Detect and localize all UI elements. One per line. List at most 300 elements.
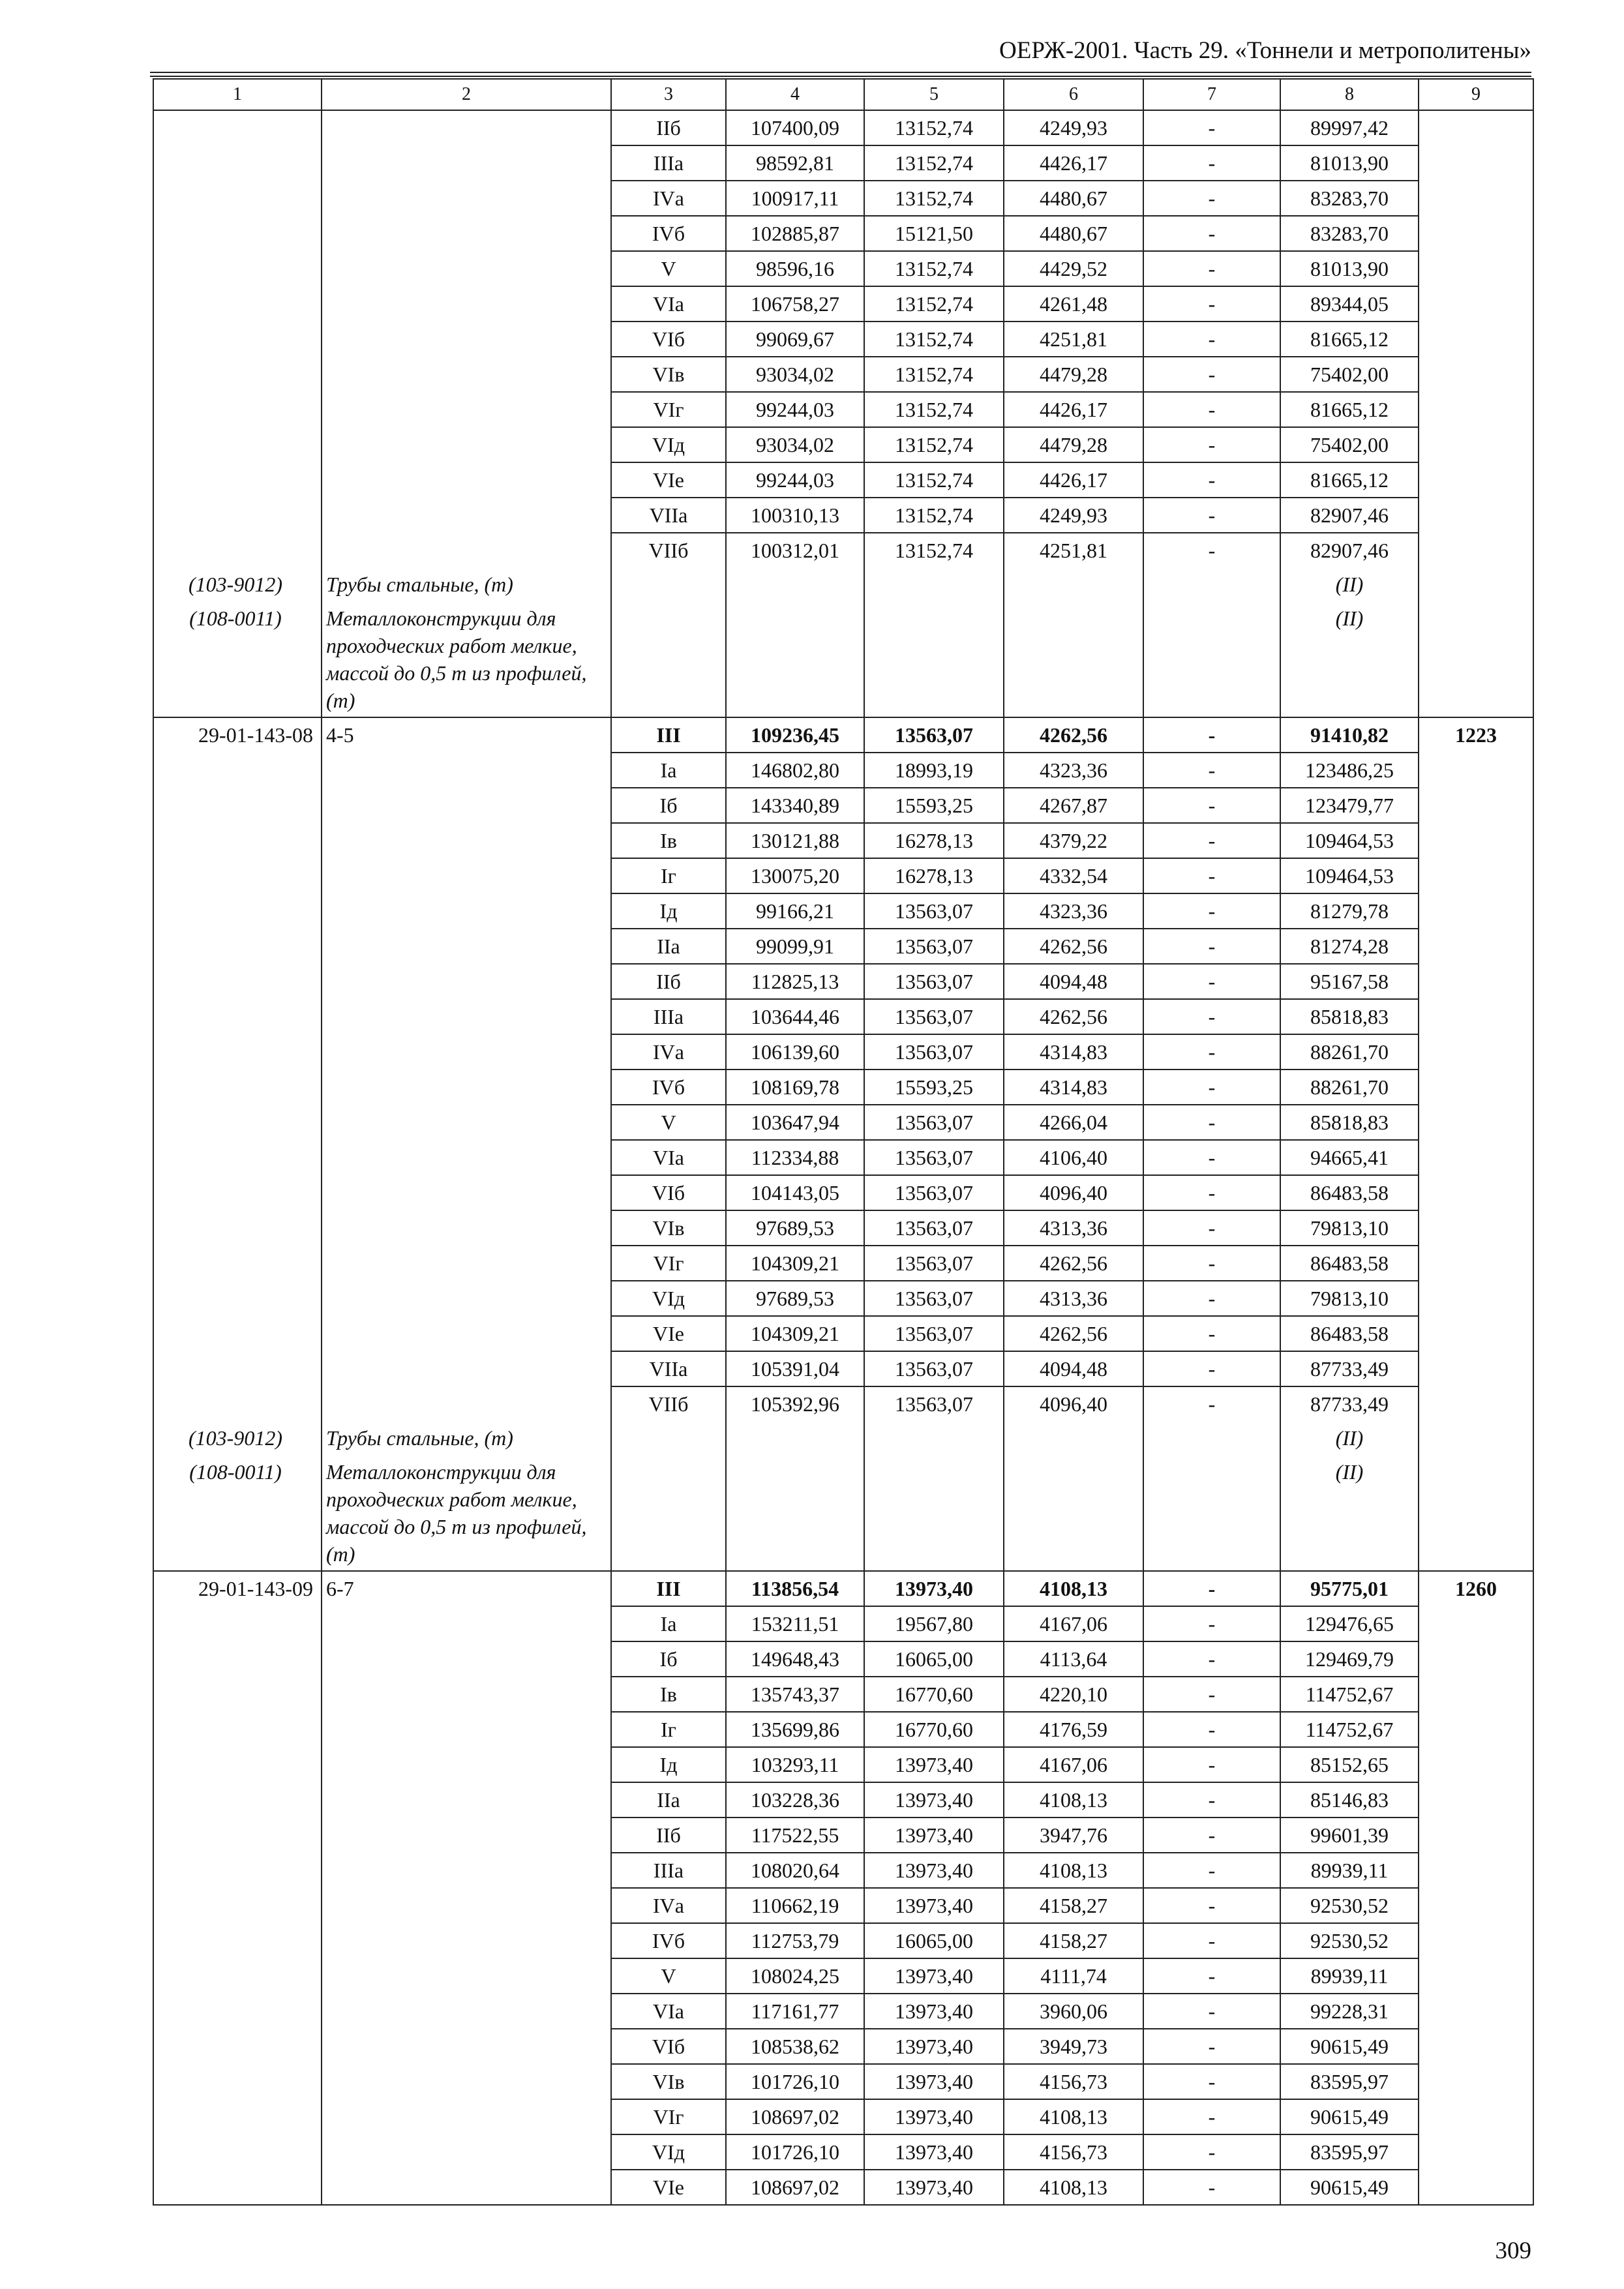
table-cell-c8: 92530,52: [1280, 1923, 1419, 1958]
table-cell-c4: 110662,19: [726, 1888, 864, 1923]
table-cell-c9: [1419, 1105, 1533, 1140]
table-cell-c8: 87733,49: [1280, 1386, 1419, 1421]
table-cell-c7: -: [1143, 823, 1280, 858]
table-cell-c3: VIIб: [611, 533, 726, 567]
table-cell-c6: 4262,56: [1004, 929, 1143, 964]
table-cell-c5: 13563,07: [864, 964, 1004, 999]
table-cell-c7: -: [1143, 286, 1280, 322]
table-row: [153, 1641, 1533, 1677]
table-cell-c9: [1419, 2064, 1533, 2099]
table-cell-c9: [1419, 2134, 1533, 2170]
table-cell-c1: [153, 216, 322, 251]
table-cell-c1: [153, 322, 322, 357]
table-cell-c6: 4108,13: [1004, 2170, 1143, 2205]
table-cell-c7: -: [1143, 858, 1280, 893]
table-cell-c3: VIе: [611, 1316, 726, 1351]
table-cell-c4: 112825,13: [726, 964, 864, 999]
table-cell-c3: [611, 601, 726, 717]
table-cell-c1: [153, 286, 322, 322]
table-row: [153, 2099, 1533, 2134]
table-cell-c3: [611, 567, 726, 601]
table-cell-c4: 104143,05: [726, 1175, 864, 1210]
table-cell-c5: 13152,74: [864, 181, 1004, 216]
table-cell-c8: 81665,12: [1280, 322, 1419, 357]
table-row: [153, 1888, 1533, 1923]
table-cell-c2: Металлоконструкции для проходческих работ мелкие, массой до 0,5 т из профилей, (т): [322, 601, 611, 717]
table-cell-c2: [322, 929, 611, 964]
table-cell-c5: 13973,40: [864, 1888, 1004, 1923]
table-cell-c4: 101726,10: [726, 2134, 864, 2170]
table-cell-c2: [322, 181, 611, 216]
table-cell-c1: [153, 1782, 322, 1818]
table-cell-c9: [1419, 1606, 1533, 1641]
table-cell-c5: 13563,07: [864, 1246, 1004, 1281]
table-cell-c8: (II): [1280, 567, 1419, 601]
header-rule: [150, 72, 1531, 73]
table-cell-c8: 85818,83: [1280, 1105, 1419, 1140]
table-cell-c2: [322, 1923, 611, 1958]
table-cell-c1: [153, 999, 322, 1034]
table-cell-c3: IIIа: [611, 999, 726, 1034]
table-cell-c3: VIа: [611, 286, 726, 322]
table-cell-c9: [1419, 1070, 1533, 1105]
table-cell-c3: Iв: [611, 1677, 726, 1712]
table-cell-c9: [1419, 753, 1533, 788]
table-cell-c8: 81013,90: [1280, 145, 1419, 181]
table-cell-c7: -: [1143, 1818, 1280, 1853]
table-cell-c1: [153, 1853, 322, 1888]
table-cell-c3: VIв: [611, 357, 726, 392]
table-cell-c5: 13563,07: [864, 999, 1004, 1034]
table-cell-c2: [322, 788, 611, 823]
table-row: [153, 1994, 1533, 2029]
table-cell-c2: [322, 357, 611, 392]
table-cell-c3: VIIб: [611, 1386, 726, 1421]
table-cell-c4: 98596,16: [726, 251, 864, 286]
table-cell-c3: IVа: [611, 1888, 726, 1923]
table-row: [153, 1712, 1533, 1747]
table-cell-c2: [322, 1034, 611, 1070]
table-cell-c1: [153, 1818, 322, 1853]
table-cell-c8: 88261,70: [1280, 1034, 1419, 1070]
table-cell-c1: [153, 1888, 322, 1923]
table-cell-c7: -: [1143, 1958, 1280, 1994]
table-cell-c2: [322, 1386, 611, 1421]
table-cell-c5: 13973,40: [864, 2064, 1004, 2099]
table-cell-c4: 130121,88: [726, 823, 864, 858]
table-cell-c1: [153, 1281, 322, 1316]
table-cell-c7: -: [1143, 753, 1280, 788]
table-cell-c9: [1419, 498, 1533, 533]
table-cell-c8: 114752,67: [1280, 1712, 1419, 1747]
table-cell-c2: [322, 392, 611, 427]
table-cell-c1: [153, 2134, 322, 2170]
table-cell-c1: [153, 753, 322, 788]
table-cell-c7: -: [1143, 1281, 1280, 1316]
table-row: [153, 1923, 1533, 1958]
table-cell-c8: 99228,31: [1280, 1994, 1419, 2029]
table-cell-c3: VIв: [611, 2064, 726, 2099]
table-cell-c3: [611, 1421, 726, 1455]
table-row: [153, 1175, 1533, 1210]
table-cell-c4: 108024,25: [726, 1958, 864, 1994]
table-cell-c3: IIа: [611, 1782, 726, 1818]
table-cell-c4: 100917,11: [726, 181, 864, 216]
table-cell-c3: VIе: [611, 462, 726, 498]
table-cell-c5: 13152,74: [864, 533, 1004, 567]
table-row: [153, 1210, 1533, 1246]
table-cell-c8: 75402,00: [1280, 357, 1419, 392]
table-cell-c7: -: [1143, 1747, 1280, 1782]
header-rule-double: [150, 76, 1531, 77]
table-row: [153, 427, 1533, 462]
table-cell-c4: 102885,87: [726, 216, 864, 251]
table-cell-c6: 4106,40: [1004, 1140, 1143, 1175]
table-cell-c2: [322, 753, 611, 788]
table-cell-c4: 97689,53: [726, 1281, 864, 1316]
table-cell-c3: VIв: [611, 1210, 726, 1246]
table-cell-c2: [322, 1140, 611, 1175]
table-cell-c9: [1419, 1994, 1533, 2029]
table-cell-c1: [153, 498, 322, 533]
table-cell-c6: 4220,10: [1004, 1677, 1143, 1712]
table-cell-c7: -: [1143, 1677, 1280, 1712]
table-cell-c4: 107400,09: [726, 110, 864, 145]
table-cell-c4: 104309,21: [726, 1316, 864, 1351]
table-cell-c8: 89997,42: [1280, 110, 1419, 145]
table-cell-c2: [322, 1782, 611, 1818]
table-cell-c1: [153, 1641, 322, 1677]
table-cell-c7: -: [1143, 929, 1280, 964]
table-cell-c1: [153, 1606, 322, 1641]
table-cell-c7: -: [1143, 1210, 1280, 1246]
table-cell-c8: 94665,41: [1280, 1140, 1419, 1175]
table-cell-c6: 4113,64: [1004, 1641, 1143, 1677]
table-cell-c7: -: [1143, 498, 1280, 533]
table-cell-c5: 13152,74: [864, 392, 1004, 427]
table-cell-c9: [1419, 1888, 1533, 1923]
table-cell-c6: 4261,48: [1004, 286, 1143, 322]
table-cell-c9: [1419, 286, 1533, 322]
table-cell-c7: -: [1143, 964, 1280, 999]
table-cell-c8: 87733,49: [1280, 1351, 1419, 1386]
table-row: [153, 1677, 1533, 1712]
table-cell-c9: [1419, 788, 1533, 823]
table-cell-c4: 103647,94: [726, 1105, 864, 1140]
table-cell-c3: IVб: [611, 216, 726, 251]
table-cell-c5: 19567,80: [864, 1606, 1004, 1641]
table-cell-c6: 4167,06: [1004, 1606, 1143, 1641]
table-cell-c5: 13973,40: [864, 1818, 1004, 1853]
table-cell-c3: IIIа: [611, 1853, 726, 1888]
table-cell-c6: 4379,22: [1004, 823, 1143, 858]
table-cell-c4: [726, 601, 864, 717]
table-cell-c3: VIIа: [611, 498, 726, 533]
table-cell-c8: 81665,12: [1280, 392, 1419, 427]
table-cell-c4: 103644,46: [726, 999, 864, 1034]
table-cell-c8: 85146,83: [1280, 1782, 1419, 1818]
table-cell-c8: 86483,58: [1280, 1316, 1419, 1351]
table-cell-c9: [1419, 823, 1533, 858]
table-row: [153, 1571, 1533, 1606]
table-cell-c8: 83283,70: [1280, 181, 1419, 216]
table-cell-c9: [1419, 1140, 1533, 1175]
table-row: [153, 823, 1533, 858]
table-cell-c8: 86483,58: [1280, 1175, 1419, 1210]
table-cell-c4: 99166,21: [726, 893, 864, 929]
table-cell-c8: 91410,82: [1280, 717, 1419, 753]
table-cell-c1: [153, 1923, 322, 1958]
table-cell-c2: [322, 251, 611, 286]
table-cell-c8: 109464,53: [1280, 858, 1419, 893]
table-cell-c6: [1004, 1455, 1143, 1571]
table-row: [153, 717, 1533, 753]
table-cell-c8: 83595,97: [1280, 2134, 1419, 2170]
table-cell-c7: -: [1143, 1712, 1280, 1747]
table-cell-c4: 100312,01: [726, 533, 864, 567]
table-cell-c8: 95167,58: [1280, 964, 1419, 999]
table-cell-c1: [153, 1175, 322, 1210]
table-cell-c9: [1419, 1958, 1533, 1994]
table-cell-c4: 149648,43: [726, 1641, 864, 1677]
table-cell-c6: 4262,56: [1004, 999, 1143, 1034]
table-cell-c7: -: [1143, 110, 1280, 145]
table-cell-c6: 4262,56: [1004, 717, 1143, 753]
table-row: [153, 251, 1533, 286]
table-cell-c3: Iб: [611, 788, 726, 823]
table-cell-c4: 93034,02: [726, 357, 864, 392]
table-body: [153, 79, 1533, 2205]
table-cell-c1: [153, 2099, 322, 2134]
table-cell-c6: 4176,59: [1004, 1712, 1143, 1747]
table-row: [153, 1246, 1533, 1281]
table-cell-c3: VIе: [611, 2170, 726, 2205]
table-cell-c1: [153, 392, 322, 427]
table-cell-c5: 13973,40: [864, 1782, 1004, 1818]
table-cell-c5: 13152,74: [864, 322, 1004, 357]
table-cell-c4: 99099,91: [726, 929, 864, 964]
table-cell-c3: VIг: [611, 1246, 726, 1281]
table-cell-c5: [864, 567, 1004, 601]
table-cell-c3: Iг: [611, 858, 726, 893]
table-cell-c3: IVб: [611, 1923, 726, 1958]
table-cell-c7: -: [1143, 1140, 1280, 1175]
page-header-title: ОЕРЖ-2001. Часть 29. «Тоннели и метрополитены»: [999, 37, 1531, 64]
table-cell-c2: [322, 462, 611, 498]
table-cell-c6: 4158,27: [1004, 1923, 1143, 1958]
table-cell-c4: 98592,81: [726, 145, 864, 181]
table-cell-c5: 13152,74: [864, 357, 1004, 392]
table-cell-c3: [611, 1455, 726, 1571]
table-cell-c7: -: [1143, 999, 1280, 1034]
table-row: [153, 1606, 1533, 1641]
table-cell-c6: 4313,36: [1004, 1281, 1143, 1316]
table-cell-c3: VIб: [611, 2029, 726, 2064]
table-cell-c9: [1419, 2170, 1533, 2205]
table-cell-c5: [864, 601, 1004, 717]
table-cell-c6: 4094,48: [1004, 1351, 1143, 1386]
table-cell-c2: [322, 858, 611, 893]
table-cell-c8: 89344,05: [1280, 286, 1419, 322]
table-cell-c4: 117522,55: [726, 1818, 864, 1853]
table-cell-c6: 4156,73: [1004, 2134, 1143, 2170]
table-row: [153, 753, 1533, 788]
table-cell-c8: 99601,39: [1280, 1818, 1419, 1853]
table-cell-c6: 4426,17: [1004, 462, 1143, 498]
table-cell-c7: [1143, 567, 1280, 601]
table-cell-c7: -: [1143, 357, 1280, 392]
table-cell-c1: [153, 1140, 322, 1175]
table-cell-c5: 16065,00: [864, 1923, 1004, 1958]
table-cell-c8: 86483,58: [1280, 1246, 1419, 1281]
table-cell-c1: [153, 1958, 322, 1994]
table-cell-c4: 130075,20: [726, 858, 864, 893]
table-cell-c1: [153, 929, 322, 964]
table-cell-c9: [1419, 1210, 1533, 1246]
table-cell-c3: Iв: [611, 823, 726, 858]
table-cell-c7: -: [1143, 2134, 1280, 2170]
table-cell-c7: -: [1143, 1386, 1280, 1421]
table-cell-c2: [322, 1888, 611, 1923]
table-cell-c6: 4249,93: [1004, 110, 1143, 145]
table-cell-c5: 13563,07: [864, 893, 1004, 929]
table-row: [153, 1958, 1533, 1994]
table-cell-c1: [153, 251, 322, 286]
table-cell-c8: 92530,52: [1280, 1888, 1419, 1923]
table-row: [153, 357, 1533, 392]
table-cell-c2: [322, 1175, 611, 1210]
table-cell-c7: -: [1143, 392, 1280, 427]
table-cell-c7: -: [1143, 1853, 1280, 1888]
table-row: [153, 181, 1533, 216]
table-cell-c2: [322, 1641, 611, 1677]
table-row: [153, 2029, 1533, 2064]
table-cell-c2: [322, 286, 611, 322]
table-cell-c2: [322, 2170, 611, 2205]
table-cell-c4: 117161,77: [726, 1994, 864, 2029]
table-row: [153, 1140, 1533, 1175]
table-cell-c2: Трубы стальные, (т): [322, 1421, 611, 1455]
table-cell-c3: VIIа: [611, 1351, 726, 1386]
table-cell-c7: -: [1143, 1994, 1280, 2029]
table-cell-c4: 105391,04: [726, 1351, 864, 1386]
table-cell-c4: 108020,64: [726, 1853, 864, 1888]
table-cell-c2: 6-7: [322, 1571, 611, 1606]
table-cell-c2: [322, 1351, 611, 1386]
table-cell-c4: 106758,27: [726, 286, 864, 322]
table-cell-c7: -: [1143, 1641, 1280, 1677]
table-cell-c2: [322, 1316, 611, 1351]
table-cell-c7: -: [1143, 251, 1280, 286]
table-cell-c5: 13563,07: [864, 1034, 1004, 1070]
table-cell-c1: 29-01-143-09: [153, 1571, 322, 1606]
table-cell-c2: [322, 2064, 611, 2099]
table-row: [153, 2064, 1533, 2099]
table-cell-c3: VIд: [611, 2134, 726, 2170]
table-cell-c1: [153, 1070, 322, 1105]
table-cell-c6: 4479,28: [1004, 357, 1143, 392]
table-cell-c8: 85818,83: [1280, 999, 1419, 1034]
table-cell-c1: [153, 1994, 322, 2029]
table-row: [153, 1105, 1533, 1140]
table-cell-c9: 1223: [1419, 717, 1533, 753]
table-cell-c2: [322, 2134, 611, 2170]
table-cell-c4: 108538,62: [726, 2029, 864, 2064]
table-cell-c9: [1419, 1246, 1533, 1281]
table-cell-c5: 13563,07: [864, 1175, 1004, 1210]
table-cell-c9: [1419, 1421, 1533, 1455]
table-cell-c7: -: [1143, 788, 1280, 823]
table-cell-c8: 79813,10: [1280, 1210, 1419, 1246]
table-cell-c5: 16278,13: [864, 823, 1004, 858]
table-cell-c6: 4429,52: [1004, 251, 1143, 286]
table-cell-c4: 112753,79: [726, 1923, 864, 1958]
table-cell-c8: 82907,46: [1280, 533, 1419, 567]
table-cell-c9: [1419, 2029, 1533, 2064]
table-cell-c4: 97689,53: [726, 1210, 864, 1246]
table-cell-c1: [153, 1747, 322, 1782]
table-cell-c3: V: [611, 251, 726, 286]
table-cell-c4: 108697,02: [726, 2099, 864, 2134]
table-cell-c3: VIа: [611, 1140, 726, 1175]
table-cell-c9: [1419, 357, 1533, 392]
table-cell-c6: [1004, 601, 1143, 717]
table-cell-c5: 13973,40: [864, 1747, 1004, 1782]
table-cell-c5: 16770,60: [864, 1677, 1004, 1712]
table-cell-c1: [153, 893, 322, 929]
table-cell-c9: [1419, 322, 1533, 357]
table-cell-c8: 90615,49: [1280, 2099, 1419, 2134]
table-cell-c1: [153, 788, 322, 823]
table-cell-c7: -: [1143, 1571, 1280, 1606]
table-cell-c4: 100310,13: [726, 498, 864, 533]
table-row: [153, 788, 1533, 823]
table-cell-c6: 4108,13: [1004, 2099, 1143, 2134]
table-cell-c5: 15593,25: [864, 788, 1004, 823]
table-cell-c4: 99244,03: [726, 462, 864, 498]
table-cell-c9: [1419, 251, 1533, 286]
table-cell-c7: -: [1143, 1923, 1280, 1958]
table-cell-c3: III: [611, 717, 726, 753]
table-cell-c9: [1419, 533, 1533, 567]
column-number: 4: [726, 79, 864, 110]
table-cell-c7: -: [1143, 1351, 1280, 1386]
table-cell-c9: [1419, 1351, 1533, 1386]
table-cell-c9: [1419, 2099, 1533, 2134]
table-cell-c7: -: [1143, 2064, 1280, 2099]
table-row: [153, 929, 1533, 964]
table-cell-c2: [322, 1677, 611, 1712]
table-cell-c6: 4332,54: [1004, 858, 1143, 893]
table-cell-c5: 13973,40: [864, 2029, 1004, 2064]
table-cell-c8: 81279,78: [1280, 893, 1419, 929]
table-cell-c9: [1419, 1316, 1533, 1351]
table-cell-c9: [1419, 392, 1533, 427]
table-cell-c5: 13152,74: [864, 462, 1004, 498]
column-number: 6: [1004, 79, 1143, 110]
table-row: [153, 1853, 1533, 1888]
column-number: 5: [864, 79, 1004, 110]
table-cell-c8: 129476,65: [1280, 1606, 1419, 1641]
table-cell-c4: 113856,54: [726, 1571, 864, 1606]
table-cell-c2: [322, 1853, 611, 1888]
table-cell-c5: 13152,74: [864, 427, 1004, 462]
table-cell-c5: 13563,07: [864, 929, 1004, 964]
table-cell-c3: IIб: [611, 110, 726, 145]
table-cell-c5: 13973,40: [864, 1958, 1004, 1994]
table-cell-c4: 112334,88: [726, 1140, 864, 1175]
table-cell-c9: [1419, 1455, 1533, 1571]
